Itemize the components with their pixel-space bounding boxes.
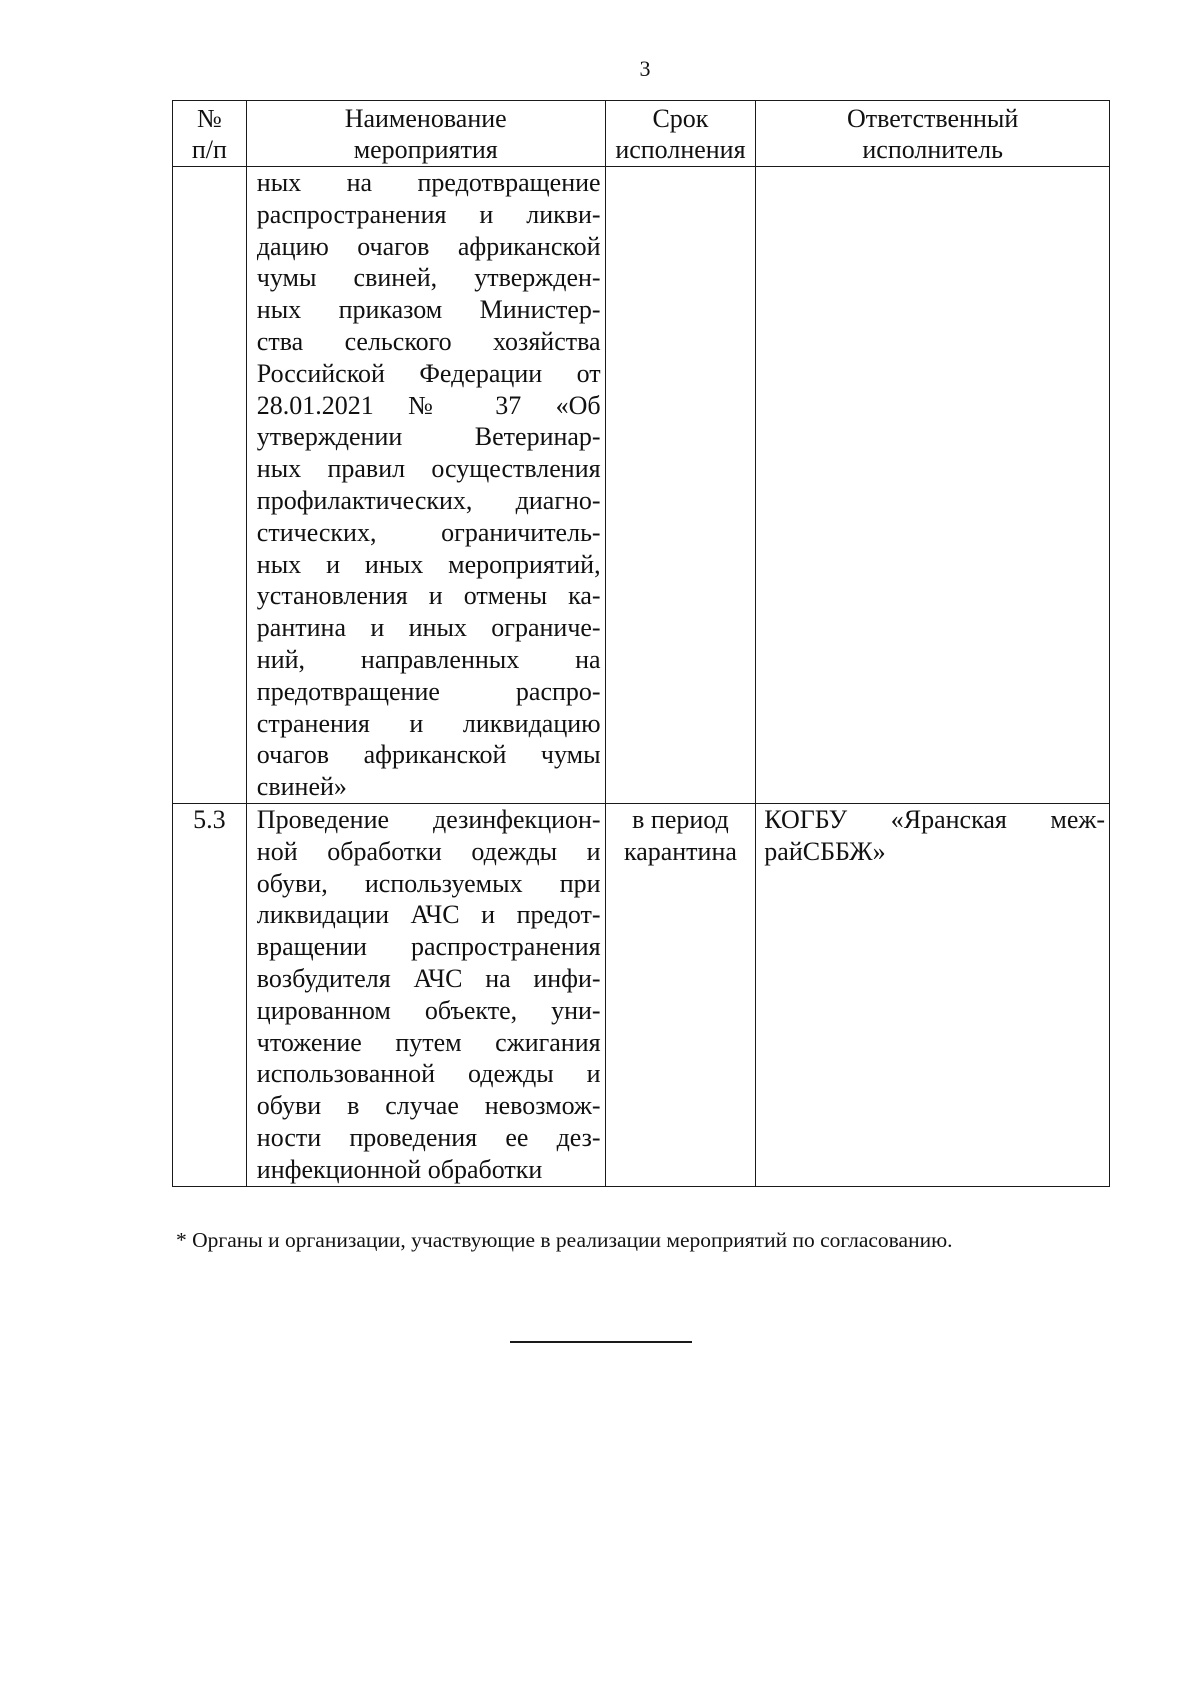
- measure-name-line: ных правил осуществления: [256, 454, 601, 484]
- measure-name-line: дацию очагов африканской: [256, 231, 601, 261]
- header-num-line-2: п/п: [191, 135, 227, 164]
- measure-name-line: свиней»: [256, 772, 347, 802]
- cell-measure-name: [246, 167, 605, 804]
- cell-responsible: [756, 167, 1110, 804]
- measure-name-line: цированном объекте, уни-: [256, 995, 601, 1025]
- measure-name-line: утверждении Ветеринар-: [256, 422, 601, 452]
- measures-table: [172, 100, 1110, 1187]
- measure-name-line: использованной одежды и: [256, 1059, 601, 1089]
- header-num-line-1: №: [196, 104, 222, 133]
- measure-name-line: очагов африканской чумы: [256, 740, 601, 770]
- table-row: [173, 803, 1110, 1186]
- measure-name-line: ных на предотвращение: [256, 168, 601, 197]
- header-num: [173, 101, 247, 167]
- responsible-line: райСББЖ»: [764, 836, 886, 866]
- measure-name-line: 28.01.2021 № 37 «Об: [256, 390, 601, 420]
- table-header: [173, 101, 1110, 167]
- cell-term: [605, 167, 756, 804]
- measure-name-line: инфекционной обработки: [256, 1154, 543, 1184]
- term-line: карантина: [623, 836, 737, 866]
- term-line: в период: [632, 804, 729, 834]
- measure-name-line: вращении распространения: [256, 932, 601, 962]
- table-row: [173, 167, 1110, 804]
- header-resp-line-2: исполнитель: [862, 135, 1003, 164]
- measure-name-line: Проведение дезинфекцион-: [256, 804, 601, 834]
- measure-name-line: обуви в случае невозмож-: [256, 1091, 601, 1121]
- header-term-line-2: исполнения: [615, 135, 746, 164]
- table-header-row: [173, 101, 1110, 167]
- footnote: * Органы и организации, участвующие в реализации мероприятий по согласованию.: [176, 1228, 953, 1252]
- measure-name-line: стических, ограничитель-: [256, 517, 601, 547]
- header-term-line-1: Срок: [652, 104, 709, 133]
- measure-name-line: предотвращение распро-: [256, 676, 601, 706]
- cell-term: [605, 803, 756, 1186]
- cell-num: [173, 167, 247, 804]
- cell-responsible: [756, 803, 1110, 1186]
- measure-name-line: ний, направленных на: [256, 644, 601, 674]
- end-rule-divider: [510, 1341, 692, 1343]
- header-term: [605, 101, 756, 167]
- cell-num: 5.3: [173, 803, 247, 1186]
- measure-name-line: распространения и ликви-: [256, 199, 601, 229]
- measure-name-line: ной обработки одежды и: [256, 836, 601, 866]
- header-name-line-1: Наименование: [344, 104, 507, 133]
- measure-name-line: обуви, используемых при: [256, 868, 601, 898]
- measure-name-line: ных приказом Министер-: [256, 295, 601, 325]
- measure-name-line: возбудителя АЧС на инфи-: [256, 963, 601, 993]
- measure-name-line: установления и отмены ка-: [256, 581, 601, 611]
- measure-name-line: ликвидации АЧС и предот-: [256, 900, 601, 930]
- measure-name-line: чтожение путем сжигания: [256, 1027, 601, 1057]
- measure-name-line: профилактических, диагно-: [256, 485, 601, 515]
- measure-name-line: ности проведения ее дез-: [256, 1122, 601, 1152]
- measure-name-line: Российской Федерации от: [256, 358, 601, 388]
- header-resp-line-1: Ответственный: [847, 104, 1019, 133]
- table-body: [173, 167, 1110, 1187]
- measure-name-line: ства сельского хозяйства: [256, 326, 601, 356]
- header-resp: [756, 101, 1110, 167]
- page-number: 3: [639, 56, 651, 81]
- measure-name-line: ных и иных мероприятий,: [256, 549, 601, 579]
- measure-name-line: чумы свиней, утвержден-: [256, 263, 601, 293]
- measure-name-line: странения и ликвидацию: [256, 708, 601, 738]
- header-name-line-2: мероприятия: [353, 135, 498, 164]
- responsible-line: КОГБУ «Яранская меж-: [764, 804, 1105, 834]
- header-name: [246, 101, 605, 167]
- measure-name-line: рантина и иных ограниче-: [256, 613, 601, 643]
- cell-measure-name: [246, 803, 605, 1186]
